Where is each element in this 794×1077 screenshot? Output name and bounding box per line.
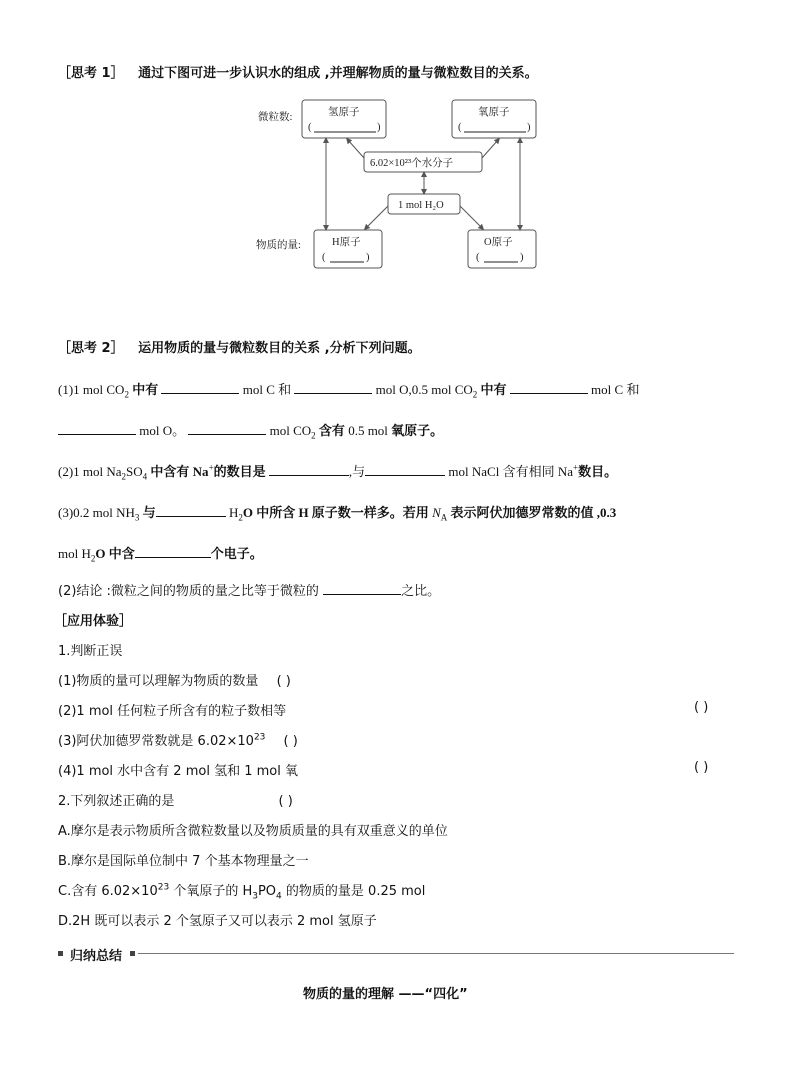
h-atom-mol-label: H原子 — [332, 237, 361, 248]
hydrogen-close-paren: ) — [377, 122, 381, 133]
q3-line2-b: O 中含 — [95, 546, 135, 561]
h-atom-close-paren: ) — [366, 252, 370, 263]
h-atom-open-paren: ( — [322, 252, 326, 263]
q3-nh3-sub: 3 — [134, 512, 140, 523]
choice-question-title: 2.下列叙述正确的是 — [58, 794, 175, 809]
judge-item-3 — [58, 730, 298, 749]
oxygen-open-paren: ( — [458, 122, 462, 133]
q1-part-b: 中有 — [128, 382, 159, 397]
q3-part-c: H — [225, 505, 239, 520]
choice-c-sub3: 3 — [252, 891, 258, 902]
choice-a[interactable]: A.摩尔是表示物质所含微粒数量以及物质质量的具有双重意义的单位 — [58, 824, 448, 839]
q1-co2-sub-1: 2 — [124, 389, 129, 400]
o-atom-close-paren: ) — [520, 252, 524, 263]
q1-line2 — [58, 420, 443, 441]
q3-line2-a: mol H — [58, 546, 91, 561]
choice-c-part-b: 个氧原子的 H — [169, 884, 253, 899]
think2-text: 运用物质的量与微粒数目的关系 ,分析下列问题。 — [138, 341, 421, 356]
choice-c-part-a: C.含有 6.02×10 — [58, 884, 158, 899]
conclusion-part-b: 之比。 — [401, 584, 441, 599]
summary-bullet-left — [58, 951, 63, 956]
q1-blank-5[interactable] — [188, 420, 266, 435]
conclusion-line — [58, 580, 440, 599]
q1-co2-sub-3: 2 — [311, 430, 316, 441]
oxygen-close-paren: ) — [527, 122, 531, 133]
q2-plus-sup-2: + — [573, 462, 579, 473]
q1-part-h: mol CO — [266, 423, 312, 438]
q3-blank-1[interactable] — [156, 502, 226, 517]
q3-line1 — [58, 502, 616, 523]
judge-item-3-exp: 23 — [253, 732, 266, 743]
practice-header: ［应用体验］ — [54, 614, 133, 629]
q1-part-d: mol O,0.5 mol CO — [372, 382, 473, 397]
summary-divider — [138, 953, 734, 954]
one-mol-water-label: 1 mol H₂O — [398, 200, 444, 211]
summary-title: 物质的量的理解 ——“四化” — [303, 987, 468, 1002]
q1-co2-sub-2: 2 — [472, 389, 478, 400]
summary-bullet-right — [130, 951, 135, 956]
judge-item-1-text: (1)物质的量可以理解为物质的数量 — [58, 674, 259, 689]
judge-item-3-paren[interactable]: ( ) — [283, 734, 298, 749]
choice-c[interactable] — [58, 880, 425, 902]
q2-blank-1[interactable] — [269, 461, 349, 476]
choice-c-part-c: PO — [257, 884, 277, 899]
conclusion-part-a: (2)结论 :微粒之间的物质的量之比等于微粒的 — [58, 584, 324, 599]
choice-c-sub4: 4 — [276, 891, 282, 902]
row-label-amount: 物质的量: — [256, 240, 301, 251]
judge-item-1 — [58, 670, 291, 689]
judge-item-2: (2)1 mol 任何粒子所含有的粒子数相等 — [58, 704, 287, 719]
q1-part-i: 含有 — [315, 423, 349, 438]
q3-part-b: 与 — [139, 505, 156, 520]
q3-blank-2[interactable] — [135, 543, 211, 558]
judge-title: 1.判断正误 — [58, 644, 123, 659]
water-molecules-label: 6.02×10²³个水分子 — [370, 158, 454, 169]
choice-question-paren[interactable]: ( ) — [278, 794, 293, 809]
q3-part-d: O 中所含 H 原子数一样多。若用 — [242, 505, 433, 520]
q2-part-d: 的数目是 — [213, 464, 269, 479]
judge-item-4-paren[interactable]: ( ) — [694, 760, 709, 775]
arrow-mol-to-h — [366, 206, 388, 228]
o-atom-open-paren: ( — [476, 252, 480, 263]
q1-part-a: (1)1 mol CO — [58, 382, 125, 397]
q1-line1 — [58, 379, 639, 400]
q1-part-c: mol C 和 — [239, 382, 292, 397]
choice-d[interactable]: D.2H 既可以表示 2 个氢原子又可以表示 2 mol 氢原子 — [58, 914, 377, 929]
think1-line — [58, 62, 538, 81]
q2-blank-2[interactable] — [365, 461, 445, 476]
q1-blank-3[interactable] — [510, 379, 588, 394]
choice-c-part-d: 的物质的量是 0.25 mol — [281, 884, 426, 899]
think2-line — [58, 337, 421, 356]
q3-part-e: 表示阿伏加德罗常数的值 ,0.3 — [447, 505, 617, 520]
q1-part-g: mol O。 — [136, 423, 186, 438]
q2-na-sub: 2 — [121, 471, 127, 482]
q1-part-e: 中有 — [477, 382, 507, 397]
water-composition-diagram — [252, 96, 552, 276]
avogadro-symbol-a: A — [440, 512, 448, 523]
choice-c-exp: 23 — [157, 882, 170, 893]
judge-item-3-text: (3)阿伏加德罗常数就是 6.02×10 — [58, 734, 254, 749]
q1-part-f: mol C 和 — [587, 382, 640, 397]
q3-h2o-sub: 2 — [238, 512, 243, 523]
q2-plus-sup-1: + — [208, 462, 214, 473]
judge-item-2-paren[interactable]: ( ) — [694, 700, 709, 715]
hydrogen-atom-label: 氢原子 — [328, 107, 360, 118]
q2-part-g: 数目。 — [578, 464, 618, 479]
think1-label: ［思考 1］ — [58, 66, 124, 81]
q2-line — [58, 461, 617, 482]
avogadro-symbol-n: N — [432, 505, 441, 520]
judge-item-4: (4)1 mol 水中含有 2 mol 氢和 1 mol 氧 — [58, 764, 298, 779]
q2-part-a: (2)1 mol Na — [58, 464, 122, 479]
q1-blank-4[interactable] — [58, 420, 136, 435]
think2-label: ［思考 2］ — [58, 341, 124, 356]
o-atom-mol-label: O原子 — [484, 237, 513, 248]
q3-line2-sub: 2 — [90, 553, 96, 564]
q1-part-j: 0.5 mol — [348, 423, 388, 438]
choice-question — [58, 790, 293, 809]
q2-part-b: SO — [126, 464, 143, 479]
q1-blank-1[interactable] — [161, 379, 239, 394]
q3-line2 — [58, 543, 263, 564]
q2-part-f: mol NaCl 含有相同 Na — [445, 464, 573, 479]
choice-b[interactable]: B.摩尔是国际单位制中 7 个基本物理量之一 — [58, 854, 309, 869]
arrow-mol-to-o — [460, 206, 482, 228]
q1-part-k: 氧原子。 — [387, 423, 444, 438]
oxygen-atom-label: 氧原子 — [478, 107, 510, 118]
think1-text: 通过下图可进一步认识水的组成 ,并理解物质的量与微粒数目的关系。 — [138, 66, 538, 81]
row-label-particles: 微粒数: — [258, 112, 293, 123]
q3-part-a: (3)0.2 mol NH — [58, 505, 135, 520]
summary-label: 归纳总结 — [70, 949, 123, 964]
judge-item-1-paren[interactable]: ( ) — [276, 674, 291, 689]
arrow-water-to-oxygen — [482, 140, 498, 158]
arrow-water-to-hydrogen — [348, 140, 364, 158]
hydrogen-open-paren: ( — [308, 122, 312, 133]
conclusion-blank[interactable] — [323, 580, 401, 595]
q1-blank-2[interactable] — [294, 379, 372, 394]
q2-part-e: ,与 — [348, 464, 366, 479]
q3-line2-c: 个电子。 — [210, 546, 263, 561]
q2-so-sub: 4 — [142, 471, 148, 482]
q2-part-c: 中含有 Na — [147, 464, 209, 479]
